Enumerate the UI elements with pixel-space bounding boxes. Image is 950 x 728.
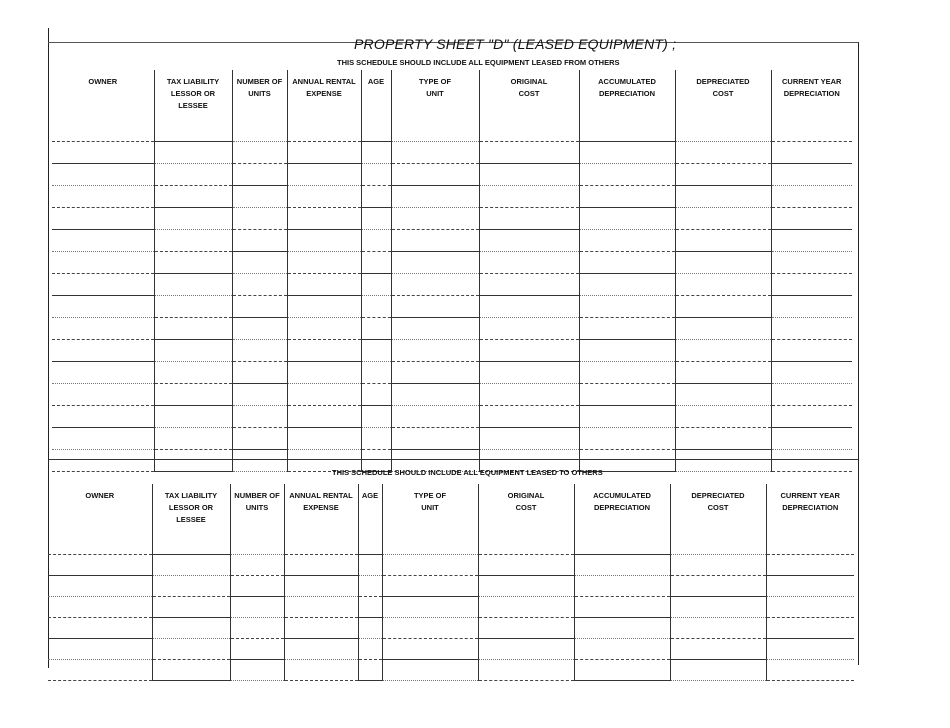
entry-cell[interactable]: [771, 120, 852, 142]
entry-cell[interactable]: [232, 450, 287, 472]
entry-cell[interactable]: [574, 576, 670, 597]
entry-cell[interactable]: [232, 252, 287, 274]
entry-cell[interactable]: [52, 120, 154, 142]
entry-cell[interactable]: [154, 230, 232, 252]
entry-cell[interactable]: [284, 534, 358, 555]
entry-cell[interactable]: [48, 618, 152, 639]
entry-cell[interactable]: [154, 142, 232, 164]
entry-cell[interactable]: [579, 252, 675, 274]
entry-row: [52, 186, 852, 208]
entry-row: [52, 230, 852, 252]
entry-cell[interactable]: [479, 142, 579, 164]
entry-cell[interactable]: [479, 164, 579, 186]
entry-cell[interactable]: [391, 340, 479, 362]
col-header-original-cost: ORIGINAL COST: [478, 484, 574, 534]
entry-cell[interactable]: [574, 534, 670, 555]
entry-cell[interactable]: [579, 164, 675, 186]
entry-cell[interactable]: [287, 406, 361, 428]
entry-cell[interactable]: [361, 164, 391, 186]
entry-row: [52, 142, 852, 164]
col-header-number-of-units: NUMBER OF UNITS: [232, 70, 287, 120]
entry-cell[interactable]: [154, 428, 232, 450]
entry-cell[interactable]: [232, 428, 287, 450]
entry-cell[interactable]: [52, 406, 154, 428]
entry-cell[interactable]: [361, 274, 391, 296]
entry-row: [48, 660, 854, 681]
entry-cell[interactable]: [675, 428, 771, 450]
col-header-accumulated-depreciation: ACCUMULATED DEPRECIATION: [574, 484, 670, 534]
entry-cell[interactable]: [771, 450, 852, 472]
entry-row: [48, 639, 854, 660]
entry-cell[interactable]: [287, 274, 361, 296]
entry-row: [52, 384, 852, 406]
col-header-depreciated-cost: DEPRECIATED COST: [675, 70, 771, 120]
entry-cell[interactable]: [284, 618, 358, 639]
entry-cell[interactable]: [771, 296, 852, 318]
entry-cell[interactable]: [479, 274, 579, 296]
entry-cell[interactable]: [675, 208, 771, 230]
entry-cell[interactable]: [675, 362, 771, 384]
entry-cell[interactable]: [232, 164, 287, 186]
entry-cell[interactable]: [675, 384, 771, 406]
entry-cell[interactable]: [579, 274, 675, 296]
col-header-number-of-units: NUMBER OF UNITS: [230, 484, 284, 534]
entry-cell[interactable]: [391, 142, 479, 164]
entry-cell[interactable]: [771, 274, 852, 296]
entry-row: [52, 164, 852, 186]
entry-cell[interactable]: [232, 208, 287, 230]
entry-cell[interactable]: [382, 639, 478, 660]
entry-cell[interactable]: [287, 164, 361, 186]
entry-cell[interactable]: [358, 576, 382, 597]
entry-cell[interactable]: [771, 164, 852, 186]
entry-cell[interactable]: [579, 428, 675, 450]
entry-cell[interactable]: [361, 340, 391, 362]
entry-cell[interactable]: [52, 252, 154, 274]
entry-cell[interactable]: [478, 597, 574, 618]
entry-cell[interactable]: [358, 534, 382, 555]
entry-cell[interactable]: [382, 660, 478, 681]
entry-cell[interactable]: [771, 186, 852, 208]
entry-cell[interactable]: [675, 318, 771, 340]
entry-row: [52, 428, 852, 450]
entry-cell[interactable]: [154, 450, 232, 472]
entry-cell[interactable]: [391, 318, 479, 340]
entry-cell[interactable]: [52, 450, 154, 472]
entry-cell[interactable]: [675, 340, 771, 362]
entry-cell[interactable]: [52, 208, 154, 230]
entry-cell[interactable]: [771, 384, 852, 406]
entry-row: [48, 576, 854, 597]
entry-cell[interactable]: [766, 597, 854, 618]
entry-cell[interactable]: [670, 618, 766, 639]
leased-from-others-table: [52, 70, 852, 472]
entry-cell[interactable]: [154, 318, 232, 340]
entry-cell[interactable]: [287, 252, 361, 274]
entry-cell[interactable]: [358, 555, 382, 576]
entry-cell[interactable]: [154, 186, 232, 208]
entry-cell[interactable]: [771, 362, 852, 384]
leased-to-others-table: [48, 484, 854, 681]
entry-cell[interactable]: [52, 318, 154, 340]
entry-cell[interactable]: [230, 534, 284, 555]
entry-cell[interactable]: [579, 208, 675, 230]
entry-cell[interactable]: [361, 428, 391, 450]
entry-cell[interactable]: [579, 406, 675, 428]
entry-cell[interactable]: [361, 120, 391, 142]
entry-cell[interactable]: [382, 555, 478, 576]
entry-cell[interactable]: [479, 230, 579, 252]
entry-cell[interactable]: [766, 534, 854, 555]
entry-cell[interactable]: [675, 296, 771, 318]
entry-cell[interactable]: [52, 230, 154, 252]
entry-cell[interactable]: [771, 406, 852, 428]
entry-cell[interactable]: [382, 618, 478, 639]
entry-cell[interactable]: [675, 450, 771, 472]
entry-cell[interactable]: [154, 296, 232, 318]
entry-cell[interactable]: [154, 120, 232, 142]
entry-cell[interactable]: [52, 142, 154, 164]
entry-cell[interactable]: [230, 576, 284, 597]
col-header-tax-liability: TAX LIABILITY LESSOR OR LESSEE: [152, 484, 230, 534]
entry-cell[interactable]: [479, 120, 579, 142]
entry-cell[interactable]: [579, 120, 675, 142]
entry-cell[interactable]: [391, 230, 479, 252]
page-title: PROPERTY SHEET "D" (LEASED EQUIPMENT) ;: [354, 36, 677, 52]
entry-cell[interactable]: [48, 639, 152, 660]
entry-cell[interactable]: [154, 274, 232, 296]
entry-cell[interactable]: [391, 208, 479, 230]
entry-cell[interactable]: [232, 230, 287, 252]
entry-cell[interactable]: [52, 340, 154, 362]
entry-row: [52, 362, 852, 384]
entry-cell[interactable]: [154, 208, 232, 230]
entry-cell[interactable]: [579, 318, 675, 340]
entry-row: [48, 597, 854, 618]
entry-cell[interactable]: [579, 230, 675, 252]
col-header-owner: OWNER: [88, 77, 118, 86]
entry-cell[interactable]: [766, 660, 854, 681]
entry-row: [48, 555, 854, 576]
entry-cell[interactable]: [579, 296, 675, 318]
entry-cell[interactable]: [675, 406, 771, 428]
entry-cell[interactable]: [287, 186, 361, 208]
col-header-type-of-unit: TYPE OF UNIT: [382, 484, 478, 534]
entry-cell[interactable]: [232, 120, 287, 142]
entry-cell[interactable]: [287, 428, 361, 450]
entry-cell[interactable]: [382, 576, 478, 597]
entry-row: [52, 274, 852, 296]
entry-cell[interactable]: [287, 142, 361, 164]
entry-cell[interactable]: [154, 252, 232, 274]
entry-cell[interactable]: [232, 384, 287, 406]
entry-cell[interactable]: [361, 142, 391, 164]
entry-cell[interactable]: [574, 618, 670, 639]
entry-row: [52, 318, 852, 340]
col-header-owner: OWNER: [85, 491, 115, 500]
entry-cell[interactable]: [232, 296, 287, 318]
entry-cell[interactable]: [361, 208, 391, 230]
entry-cell[interactable]: [358, 639, 382, 660]
entry-cell[interactable]: [154, 362, 232, 384]
entry-cell[interactable]: [766, 639, 854, 660]
entry-cell[interactable]: [52, 362, 154, 384]
entry-cell[interactable]: [675, 186, 771, 208]
entry-cell[interactable]: [478, 660, 574, 681]
entry-cell[interactable]: [284, 660, 358, 681]
entry-row: [52, 120, 852, 142]
entry-cell[interactable]: [391, 384, 479, 406]
entry-cell[interactable]: [152, 618, 230, 639]
entry-cell[interactable]: [48, 534, 152, 555]
entry-cell[interactable]: [358, 597, 382, 618]
entry-cell[interactable]: [284, 576, 358, 597]
entry-cell[interactable]: [361, 186, 391, 208]
entry-cell[interactable]: [479, 296, 579, 318]
entry-cell[interactable]: [574, 597, 670, 618]
entry-cell[interactable]: [391, 186, 479, 208]
entry-cell[interactable]: [48, 660, 152, 681]
entry-cell[interactable]: [152, 639, 230, 660]
entry-cell[interactable]: [287, 362, 361, 384]
entry-cell[interactable]: [579, 186, 675, 208]
entry-row: [48, 618, 854, 639]
col-header-accumulated-depreciation: ACCUMULATED DEPRECIATION: [579, 70, 675, 120]
entry-cell[interactable]: [478, 618, 574, 639]
entry-cell[interactable]: [670, 576, 766, 597]
entry-cell[interactable]: [361, 296, 391, 318]
entry-cell[interactable]: [361, 230, 391, 252]
entry-cell[interactable]: [284, 639, 358, 660]
col-header-depreciated-cost: DEPRECIATED COST: [670, 484, 766, 534]
entry-cell[interactable]: [230, 660, 284, 681]
entry-cell[interactable]: [232, 142, 287, 164]
entry-cell[interactable]: [358, 660, 382, 681]
entry-cell[interactable]: [230, 555, 284, 576]
entry-cell[interactable]: [232, 318, 287, 340]
entry-cell[interactable]: [361, 384, 391, 406]
entry-cell[interactable]: [382, 534, 478, 555]
entry-cell[interactable]: [52, 296, 154, 318]
entry-cell[interactable]: [391, 274, 479, 296]
col-header-age: AGE: [358, 484, 382, 534]
entry-cell[interactable]: [287, 340, 361, 362]
entry-cell[interactable]: [287, 230, 361, 252]
entry-cell[interactable]: [391, 120, 479, 142]
entry-cell[interactable]: [670, 597, 766, 618]
entry-cell[interactable]: [478, 555, 574, 576]
entry-cell[interactable]: [478, 534, 574, 555]
entry-row: [48, 534, 854, 555]
entry-cell[interactable]: [152, 555, 230, 576]
col-header-current-year-depreciation: CURRENT YEAR DEPRECIATION: [766, 484, 854, 534]
entry-cell[interactable]: [479, 340, 579, 362]
entry-cell[interactable]: [479, 362, 579, 384]
entry-cell[interactable]: [232, 340, 287, 362]
col-header-age: AGE: [361, 70, 391, 120]
entry-cell[interactable]: [771, 340, 852, 362]
entry-cell[interactable]: [232, 362, 287, 384]
entry-cell[interactable]: [670, 534, 766, 555]
entry-cell[interactable]: [771, 428, 852, 450]
entry-cell[interactable]: [287, 296, 361, 318]
entry-cell[interactable]: [766, 555, 854, 576]
entry-cell[interactable]: [52, 186, 154, 208]
entry-cell[interactable]: [230, 618, 284, 639]
entry-cell[interactable]: [574, 639, 670, 660]
entry-cell[interactable]: [479, 406, 579, 428]
entry-cell[interactable]: [48, 555, 152, 576]
entry-cell[interactable]: [152, 534, 230, 555]
entry-cell[interactable]: [670, 639, 766, 660]
entry-cell[interactable]: [771, 230, 852, 252]
section2-header-row: [48, 484, 854, 534]
col-header-original-cost: ORIGINAL COST: [479, 70, 579, 120]
entry-cell[interactable]: [479, 252, 579, 274]
entry-cell[interactable]: [361, 362, 391, 384]
entry-cell[interactable]: [52, 428, 154, 450]
col-header-current-year-depreciation: CURRENT YEAR DEPRECIATION: [771, 70, 852, 120]
entry-cell[interactable]: [478, 576, 574, 597]
section2-subtitle: THIS SCHEDULE SHOULD INCLUDE ALL EQUIPMENT LEASED TO OTHERS: [332, 468, 603, 477]
col-header-annual-rental: ANNUAL RENTAL EXPENSE: [287, 70, 361, 120]
entry-row: [52, 252, 852, 274]
entry-cell[interactable]: [771, 142, 852, 164]
entry-cell[interactable]: [154, 340, 232, 362]
entry-cell[interactable]: [361, 318, 391, 340]
col-header-annual-rental: ANNUAL RENTAL EXPENSE: [284, 484, 358, 534]
entry-row: [52, 406, 852, 428]
entry-cell[interactable]: [479, 428, 579, 450]
section-divider: [48, 459, 858, 460]
entry-cell[interactable]: [579, 142, 675, 164]
entry-cell[interactable]: [579, 362, 675, 384]
entry-cell[interactable]: [152, 576, 230, 597]
entry-cell[interactable]: [579, 340, 675, 362]
entry-cell[interactable]: [52, 274, 154, 296]
entry-cell[interactable]: [574, 555, 670, 576]
entry-cell[interactable]: [391, 296, 479, 318]
entry-row: [52, 208, 852, 230]
entry-cell[interactable]: [766, 576, 854, 597]
entry-cell[interactable]: [230, 597, 284, 618]
entry-cell[interactable]: [154, 384, 232, 406]
entry-cell[interactable]: [230, 639, 284, 660]
entry-cell[interactable]: [232, 406, 287, 428]
entry-cell[interactable]: [675, 164, 771, 186]
entry-cell[interactable]: [232, 186, 287, 208]
entry-cell[interactable]: [771, 252, 852, 274]
entry-cell[interactable]: [391, 406, 479, 428]
entry-cell[interactable]: [287, 120, 361, 142]
col-header-type-of-unit: TYPE OF UNIT: [391, 70, 479, 120]
entry-cell[interactable]: [361, 252, 391, 274]
entry-cell[interactable]: [391, 252, 479, 274]
entry-cell[interactable]: [479, 384, 579, 406]
entry-cell[interactable]: [287, 208, 361, 230]
entry-cell[interactable]: [675, 142, 771, 164]
entry-cell[interactable]: [52, 384, 154, 406]
entry-cell[interactable]: [287, 318, 361, 340]
entry-cell[interactable]: [479, 318, 579, 340]
col-header-tax-liability: TAX LIABILITY LESSOR OR LESSEE: [154, 70, 232, 120]
entry-row: [52, 340, 852, 362]
entry-cell[interactable]: [478, 639, 574, 660]
entry-cell[interactable]: [382, 597, 478, 618]
entry-cell[interactable]: [771, 208, 852, 230]
entry-cell[interactable]: [358, 618, 382, 639]
entry-cell[interactable]: [766, 618, 854, 639]
entry-row: [52, 296, 852, 318]
entry-cell[interactable]: [574, 660, 670, 681]
entry-cell[interactable]: [152, 660, 230, 681]
entry-cell[interactable]: [675, 274, 771, 296]
entry-cell[interactable]: [579, 384, 675, 406]
entry-cell[interactable]: [154, 164, 232, 186]
entry-cell[interactable]: [48, 576, 152, 597]
section1-subtitle: THIS SCHEDULE SHOULD INCLUDE ALL EQUIPMENT LEASED FROM OTHERS: [337, 58, 620, 67]
entry-cell[interactable]: [284, 555, 358, 576]
entry-cell[interactable]: [48, 597, 152, 618]
entry-cell[interactable]: [232, 274, 287, 296]
entry-cell[interactable]: [391, 362, 479, 384]
entry-cell[interactable]: [479, 208, 579, 230]
entry-cell[interactable]: [284, 597, 358, 618]
entry-cell[interactable]: [391, 428, 479, 450]
entry-cell[interactable]: [670, 660, 766, 681]
entry-cell[interactable]: [287, 384, 361, 406]
entry-cell[interactable]: [670, 555, 766, 576]
section1-header-row: [52, 70, 852, 120]
entry-cell[interactable]: [52, 164, 154, 186]
entry-cell[interactable]: [479, 186, 579, 208]
entry-cell[interactable]: [391, 164, 479, 186]
entry-cell[interactable]: [675, 252, 771, 274]
entry-cell[interactable]: [361, 406, 391, 428]
entry-cell[interactable]: [675, 230, 771, 252]
entry-cell[interactable]: [771, 318, 852, 340]
entry-cell[interactable]: [154, 406, 232, 428]
entry-cell[interactable]: [675, 120, 771, 142]
entry-cell[interactable]: [152, 597, 230, 618]
